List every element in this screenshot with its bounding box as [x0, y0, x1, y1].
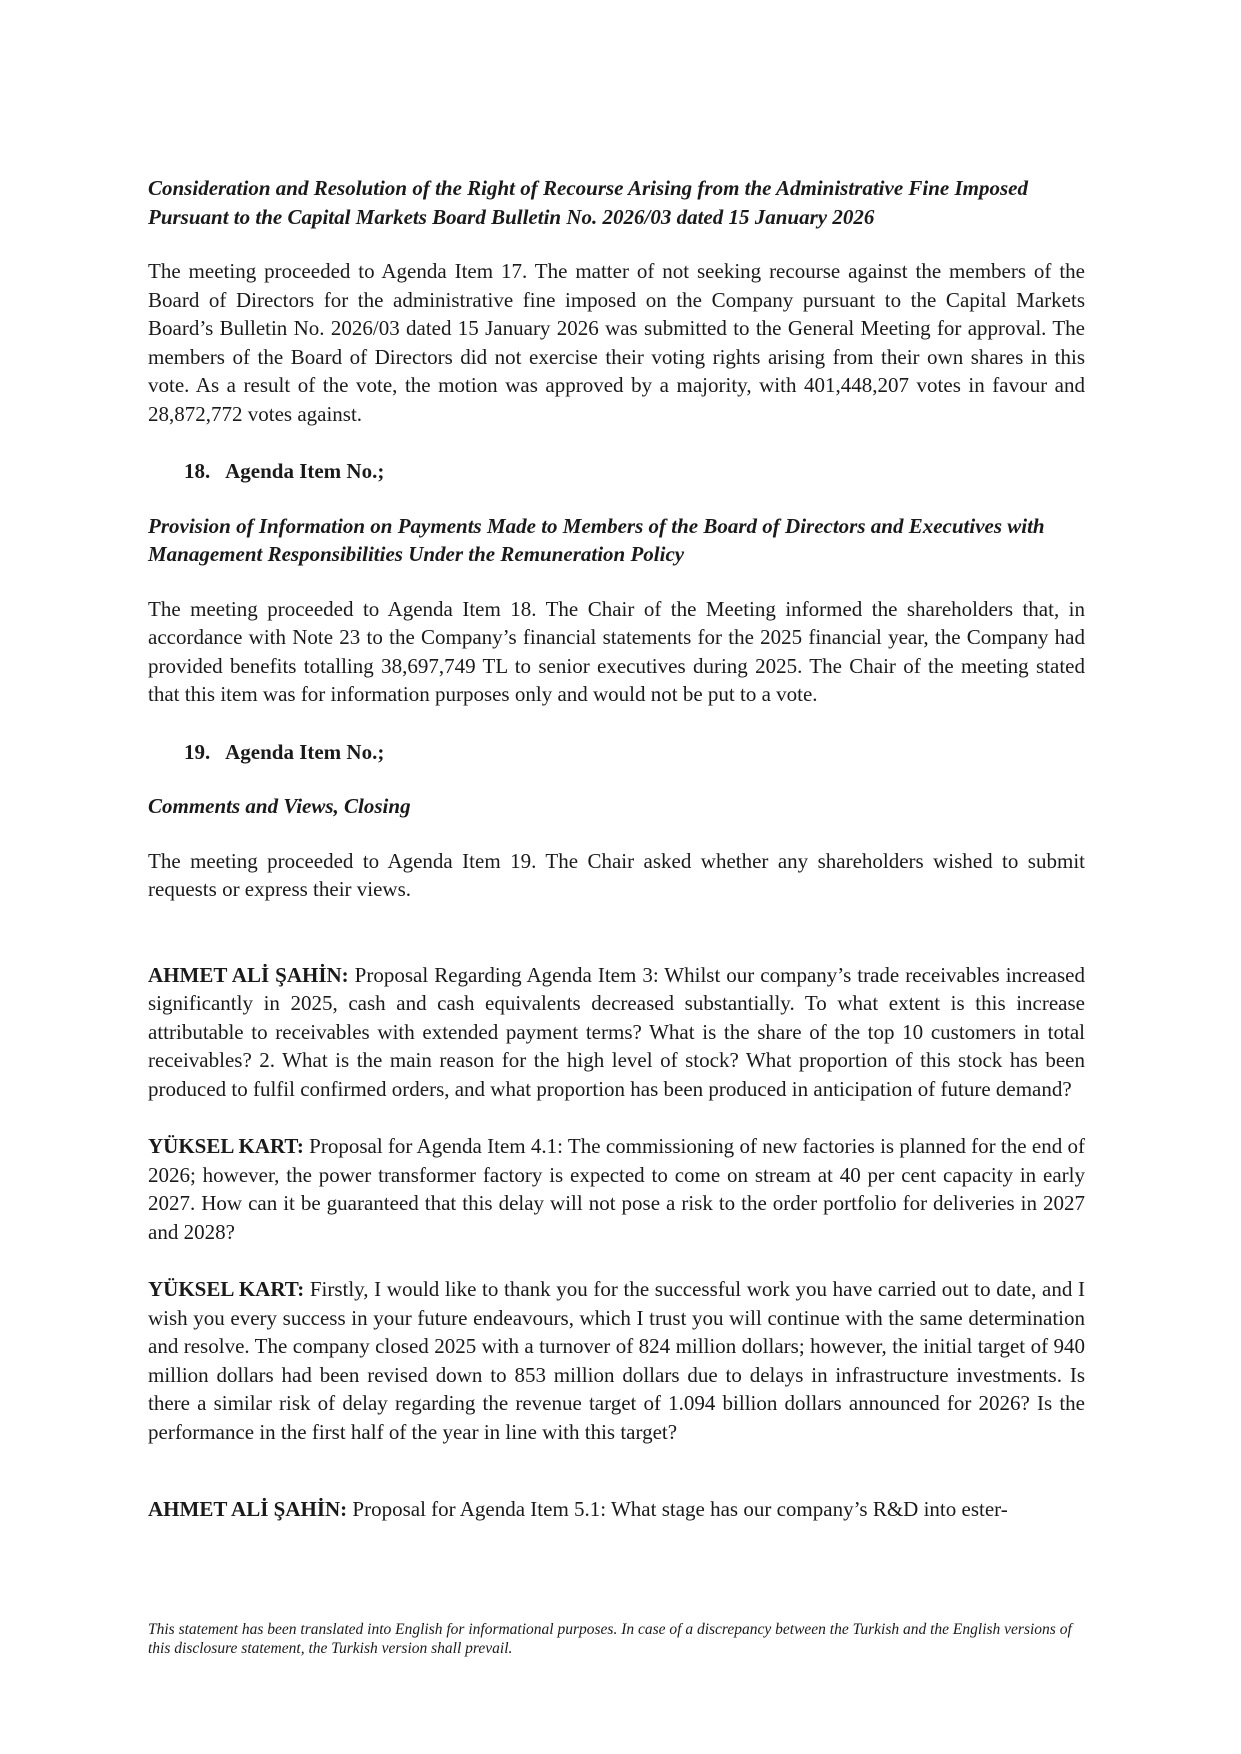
translation-disclaimer: This statement has been translated into English for informational purposes. In case of a discrepancy between the Turkish and the English versions of this disclosure statement, the Turkish version shall prevail.: [148, 1621, 1072, 1657]
agenda-item-18: [184, 457, 1085, 486]
document-body: [148, 174, 1085, 1553]
item18-text: The meeting proceeded to Agenda Item 18. The Chair of the Meeting informed the shareholders that, in accordance with Note 23 to the Company’s financial statements for the 2025 financial year, the Company had provided benefits totalling 38,697,749 TL to senior executives during 2025. The Chair of the meeting stated that this item was for information purposes only and would not be put to a vote.: [148, 596, 1085, 706]
agenda-item-18-number: 18.: [184, 459, 211, 483]
agenda-item-19: [184, 738, 1085, 767]
agenda-item-19-label: Agenda Item No.;: [225, 739, 385, 764]
spacer: [148, 933, 1085, 961]
item19-text: The meeting proceeded to Agenda Item 19. The Chair asked whether any shareholders wished to submit requests or express their views.: [148, 848, 1085, 901]
spacer: [148, 1475, 1085, 1495]
shareholder-comment: [148, 1275, 1085, 1446]
comment-speaker: AHMET ALİ ŞAHİN:: [148, 962, 349, 987]
agenda-item-18-label: Agenda Item No.;: [225, 459, 385, 483]
item17-heading: Consideration and Resolution of the Right of Recourse Arising from the Administrative Fine Imposed Pursuant to the Capital Markets Board Bulletin No. 2026/03 dated 15 January 2026: [148, 176, 1028, 229]
comment-text: Proposal for Agenda Item 4.1: The commissioning of new factories is planned for the end of 2026; however, the power transformer factory is expected to come on stream at 40 per cent capacity in early 2027. How can it be guaranteed that this delay will not pose a risk to the order portfolio for deliveries in 2027 and 2028?: [148, 1134, 1085, 1244]
comment-text: Proposal Regarding Agenda Item 3: Whilst our company’s trade receivables increased significantly in 2025, cash and cash equivalents decreased substantially. To what extent is this increase attributable to receivables with extended payment terms? What is the share of the top 10 customers in total receivables? 2. What is the main reason for the high level of stock? What proportion of this stock has been produced to fulfil confirmed orders, and what proportion has been produced in anticipation of future demand?: [148, 962, 1085, 1101]
item17-text: The meeting proceeded to Agenda Item 17. The matter of not seeking recourse against the members of the Board of Directors for the administrative fine imposed on the Company pursuant to the Capital Markets Board’s Bulletin No. 2026/03 dated 15 January 2026 was submitted to the General Meeting for approval. The members of the Board of Directors did not exercise their voting rights arising from their own shares in this vote. As a result of the vote, the motion was approved by a majority, with 401,448,207 votes in favour and 28,872,772 votes against.: [148, 259, 1085, 426]
item18-heading: Provision of Information on Payments Made to Members of the Board of Directors and Executives with Management Responsibilities Under the Remuneration Policy: [148, 513, 1045, 566]
shareholder-comment: [148, 1132, 1085, 1246]
comment-text: Firstly, I would like to thank you for the successful work you have carried out to date, and I wish you every success in your future endeavours, which I trust you will continue with the same determination and resolve. The company closed 2025 with a turnover of 824 million dollars; however, the initial target of 940 million dollars had been revised down to 853 million dollars due to delays in infrastructure investments. Is there a similar risk of delay regarding the revenue target of 1.094 billion dollars announced for 2026? Is the performance in the first half of the year in line with this target?: [148, 1277, 1085, 1444]
comment-speaker: AHMET ALİ ŞAHİN:: [148, 1497, 348, 1521]
comment-text: Proposal for Agenda Item 5.1: What stage has our company’s R&D into ester-: [347, 1497, 1008, 1521]
shareholder-comment: [148, 1495, 1085, 1524]
item19-heading: Comments and Views, Closing: [148, 794, 411, 818]
shareholder-comment: [148, 961, 1085, 1104]
agenda-item-19-number: 19.: [184, 739, 211, 764]
comment-speaker: YÜKSEL KART:: [148, 1277, 305, 1301]
comment-speaker: YÜKSEL KART:: [148, 1134, 304, 1158]
